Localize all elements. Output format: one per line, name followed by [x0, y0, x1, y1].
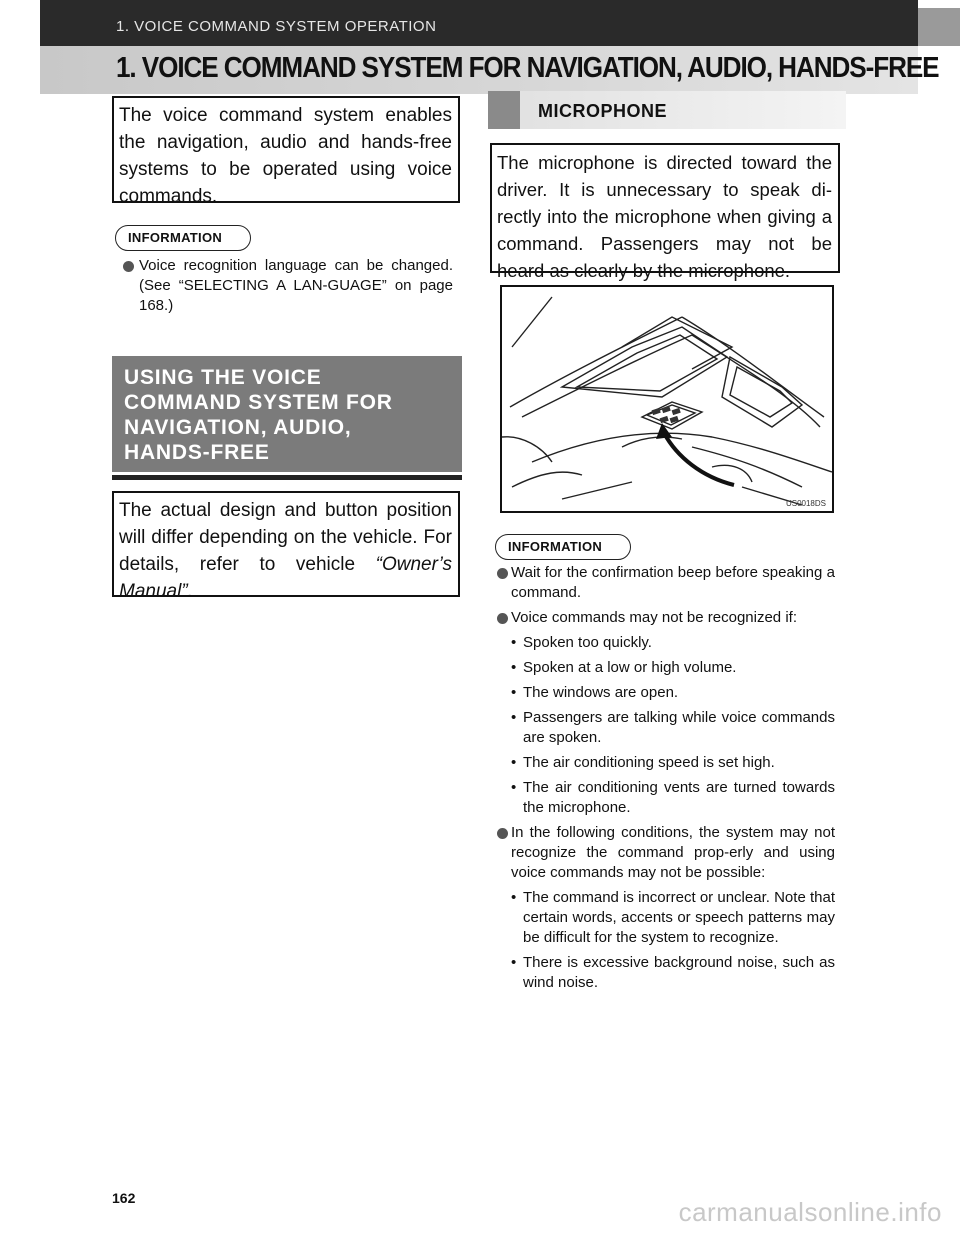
information-item-text: Passengers are talking while voice commands are spoken. [523, 709, 835, 746]
header-edge-tab [918, 8, 960, 46]
information-badge: INFORMATION [115, 225, 251, 251]
information-item-text: Spoken too quickly. [523, 634, 652, 651]
sub-bullet-icon: • [511, 754, 517, 771]
information-item-text: The air conditioning vents are turned towards the microphone. [523, 779, 835, 816]
information-item-text: Wait for the confirmation beep before speaking a command. [511, 564, 835, 601]
information-item-text: The air conditioning speed is set high. [523, 754, 775, 771]
bullet-dot-icon [497, 828, 508, 839]
information-sub-item [497, 888, 835, 948]
information-sub-item [497, 753, 835, 773]
information-item-text: Voice commands may not be recognized if: [511, 609, 797, 626]
sub-bullet-icon: • [511, 889, 517, 906]
page-number: 162 [112, 1190, 136, 1206]
section-heading-block [112, 356, 462, 472]
information-sub-item [497, 658, 835, 678]
microphone-illustration [500, 285, 834, 513]
section-path: 1. VOICE COMMAND SYSTEM OPERATION [116, 18, 437, 35]
sub-bullet-icon: • [511, 659, 517, 676]
information-item-text: Spoken at a low or high volume. [523, 659, 737, 676]
sub-bullet-icon: • [511, 954, 517, 971]
information-note-text: Voice recognition language can be changed.(See “SELECTING A LAN-GUAGE” on page 168.) [139, 257, 453, 314]
microphone-heading: MICROPHONE [538, 101, 668, 121]
design-note-text: The actual design and button position will differ depending on the vehicle. For details, refer to vehicle [119, 500, 452, 575]
running-header-bar [40, 0, 918, 46]
information-sub-item [497, 953, 835, 993]
microphone-description-box: The microphone is directed toward the driver. It is unnecessary to speak di-rectly into the microphone when giving a command. Passengers may not be heard as clearly by the microphone. [490, 143, 840, 273]
information-item-text: In the following conditions, the system may not recognize the command prop-erly and using voice commands may not be possible: [511, 824, 835, 881]
information-badge: INFORMATION [495, 534, 631, 560]
sub-bullet-icon: • [511, 779, 517, 796]
information-item-text: The command is incorrect or unclear. Note that certain words, accents or speech patterns may be difficult for the system to recognize. [523, 889, 835, 946]
section-heading-line: COMMAND SYSTEM FOR [124, 391, 393, 414]
bullet-dot-icon [123, 261, 134, 272]
section-heading-underline [112, 475, 462, 480]
information-item-text: There is excessive background noise, such as wind noise. [523, 954, 835, 991]
information-sub-item [497, 683, 835, 703]
information-list [497, 563, 835, 998]
sub-bullet-icon: • [511, 709, 517, 726]
information-sub-item [497, 778, 835, 818]
chapter-title: 1. VOICE COMMAND SYSTEM FOR NAVIGATION, AUDIO, HANDS-FREE [116, 52, 939, 84]
information-bullet [497, 608, 835, 628]
information-note [139, 256, 453, 316]
section-heading [124, 365, 393, 465]
overhead-console-drawing [502, 287, 832, 511]
figure-code: US0018DS [785, 499, 826, 508]
sub-bullet-icon: • [511, 684, 517, 701]
watermark: carmanualsonline.info [678, 1197, 942, 1227]
bullet-dot-icon [497, 568, 508, 579]
section-heading-line: NAVIGATION, AUDIO, [124, 416, 352, 439]
intro-box: The voice command system enables the navigation, audio and hands-free systems to be operated using voice commands. [112, 96, 460, 203]
information-sub-item [497, 708, 835, 748]
design-note-italic: “Owner’s Manual”. [119, 554, 452, 602]
heading-marker [488, 91, 520, 129]
information-sub-item [497, 633, 835, 653]
microphone-heading-band [488, 91, 846, 129]
bullet-dot-icon [497, 613, 508, 624]
design-note-box [112, 491, 460, 602]
section-heading-line: USING THE VOICE [124, 366, 322, 389]
information-item-text: The windows are open. [523, 684, 679, 701]
information-bullet [497, 563, 835, 603]
section-heading-line: HANDS-FREE [124, 441, 270, 464]
information-bullet [497, 823, 835, 883]
sub-bullet-icon: • [511, 634, 517, 651]
